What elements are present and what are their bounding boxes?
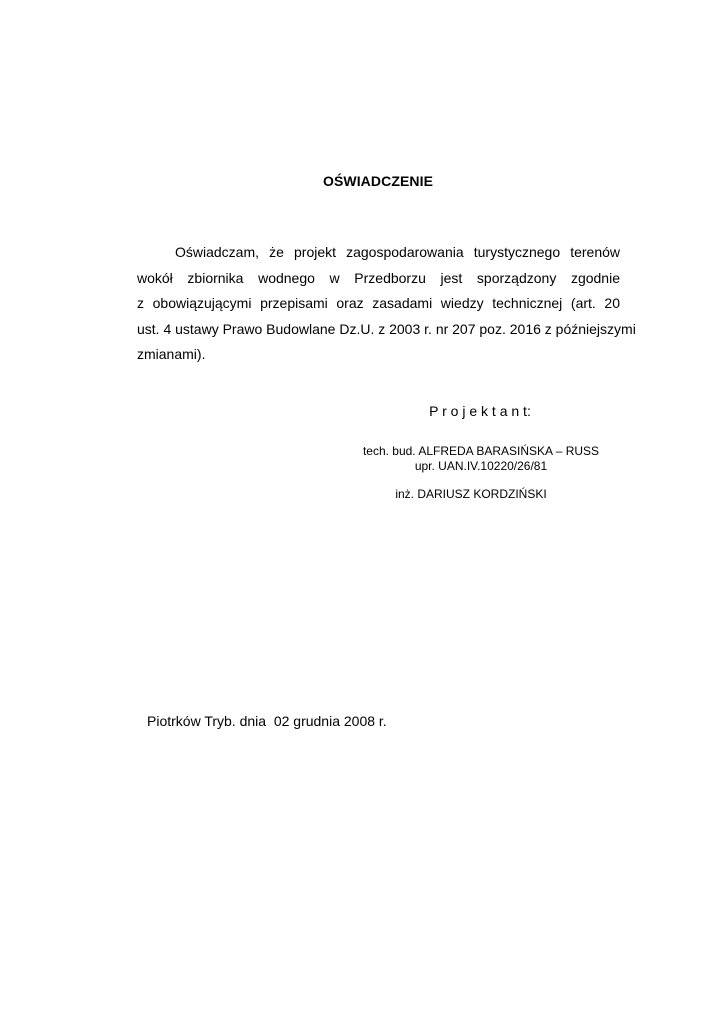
signer-1-license: upr. UAN.IV.10220/26/81	[414, 459, 548, 473]
statement-line: wokół zbiornika wodnego w Przedborzu jest sporządzony zgodnie	[137, 269, 620, 286]
statement-line: z obowiązującymi przepisami oraz zasadami wiedzy technicznej (art. 20	[137, 295, 620, 311]
statement-line: ust. 4 ustawy Prawo Budowlane Dz.U. z 2003 r. nr 207 poz. 2016 z późniejszymi	[137, 320, 636, 337]
document-title: OŚWIADCZENIE	[322, 173, 434, 189]
statement-line: zmianami).	[137, 346, 206, 362]
signer-block-1	[340, 444, 622, 474]
designer-label: P r o j e k t a n t:	[429, 403, 531, 419]
statement-paragraph	[137, 240, 636, 368]
statement-line: Oświadczam, że projekt zagospodarowania turystycznego terenów	[175, 244, 620, 260]
signer-2-name: inż. DARIUSZ KORDZIŃSKI	[395, 487, 547, 501]
signer-1-name: tech. bud. ALFREDA BARASIŃSKA – RUSS	[362, 444, 600, 458]
place-and-date: Piotrków Tryb. dnia 02 grudnia 2008 r.	[147, 713, 387, 729]
